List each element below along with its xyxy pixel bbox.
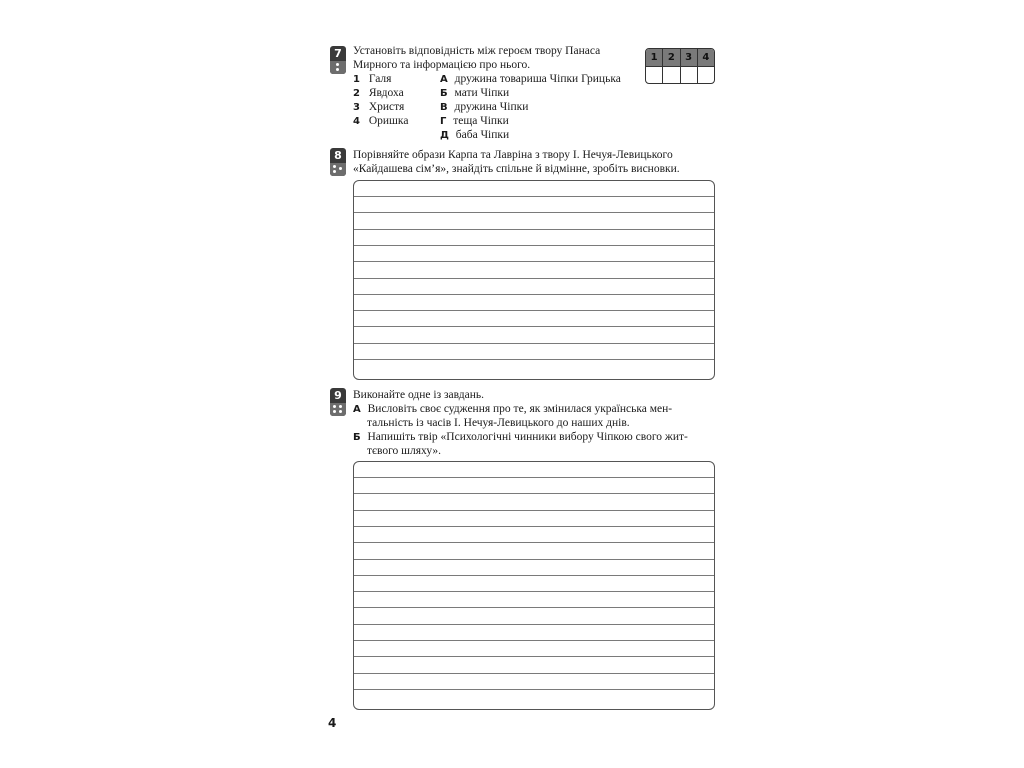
ruled-line — [354, 278, 714, 279]
task-number: 7 — [334, 47, 342, 60]
answer-grid-col-4: 4 — [702, 52, 710, 63]
ruled-line — [354, 673, 714, 674]
list-item: 1 Галя — [353, 73, 392, 85]
list-item: Б мати Чіпки — [440, 87, 510, 99]
ruled-line — [354, 559, 714, 560]
task-9-badge — [330, 388, 346, 416]
difficulty-dots-icon — [330, 163, 346, 176]
task-7-prompt-line-1: Установіть відповідність між героєм твору Панаса — [353, 45, 601, 57]
ruled-line — [354, 343, 714, 344]
option-key: А — [353, 404, 361, 415]
task-8-prompt-line-2: «Кайдашева сім’я», знайдіть спільне й відмінне, зробіть висновки. — [353, 163, 680, 175]
ruled-line — [354, 689, 714, 690]
ruled-line — [354, 245, 714, 246]
ruled-line — [354, 294, 714, 295]
ruled-line — [354, 510, 714, 511]
task-9-option-a-line-2: тальність із часів І. Нечуя-Левицького до наших днів. — [367, 417, 630, 429]
ruled-line — [354, 196, 714, 197]
ruled-line — [354, 624, 714, 625]
answer-grid-col-1: 1 — [646, 49, 663, 66]
task-9-option-b-line-2: тєвого шляху». — [367, 445, 441, 457]
ruled-line — [354, 326, 714, 327]
task-9-option-a — [353, 402, 672, 417]
answer-cell[interactable] — [698, 67, 714, 84]
ruled-line — [354, 359, 714, 360]
list-item: В дружина Чіпки — [440, 101, 529, 113]
task-7-prompt-line-2: Мирного та інформацією про нього. — [353, 59, 531, 71]
task-8-badge — [330, 148, 346, 176]
ruled-line — [354, 542, 714, 543]
answer-grid-header — [646, 49, 714, 66]
ruled-line — [354, 493, 714, 494]
ruled-line — [354, 607, 714, 608]
task-number: 8 — [334, 149, 342, 162]
ruled-line — [354, 310, 714, 311]
ruled-line — [354, 229, 714, 230]
task-number: 9 — [334, 389, 342, 402]
task-9-option-b — [353, 430, 688, 445]
answer-grid-col-2: 2 — [663, 49, 680, 66]
answer-cell[interactable] — [681, 67, 698, 84]
answer-cell[interactable] — [663, 67, 680, 84]
list-item: 2 Явдоха — [353, 87, 404, 99]
ruled-line — [354, 656, 714, 657]
list-item: 4 Оришка — [353, 115, 409, 127]
list-item: А дружина товариша Чіпки Грицька — [440, 73, 621, 85]
task-9-answer-area[interactable] — [353, 461, 715, 710]
page-number: 4 — [328, 716, 337, 730]
list-item: Д баба Чіпки — [440, 129, 510, 141]
task-8-prompt-line-1: Порівняйте образи Карпа та Лавріна з твору І. Нечуя-Левицького — [353, 149, 673, 161]
ruled-line — [354, 575, 714, 576]
option-key: Б — [353, 432, 361, 443]
ruled-line — [354, 591, 714, 592]
option-text: Напишіть твір «Психологічні чинники вибору Чіпкою свого жит- — [367, 431, 688, 443]
ruled-line — [354, 526, 714, 527]
task-8-answer-area[interactable] — [353, 180, 715, 380]
list-item: 3 Христя — [353, 101, 405, 113]
answer-grid — [645, 48, 715, 84]
ruled-line — [354, 477, 714, 478]
ruled-line — [354, 212, 714, 213]
answer-grid-cells — [646, 66, 714, 84]
option-text: Висловіть своє судження про те, як змінилася українська мен- — [367, 403, 673, 415]
answer-cell[interactable] — [646, 67, 663, 84]
ruled-line — [354, 640, 714, 641]
difficulty-dots-icon — [330, 403, 346, 416]
answer-grid-col-3: 3 — [681, 49, 698, 66]
task-9-prompt: Виконайте одне із завдань. — [353, 389, 485, 401]
ruled-line — [354, 261, 714, 262]
difficulty-dots-icon — [330, 61, 346, 74]
list-item: Г теща Чіпки — [440, 115, 509, 127]
task-7-badge — [330, 46, 346, 74]
